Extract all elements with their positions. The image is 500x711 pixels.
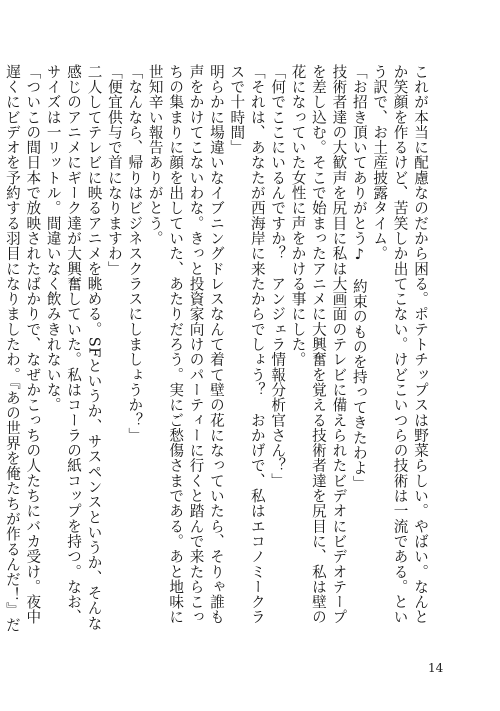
paragraph: これが本当に配慮なのだから困る。ポテトチップスは野菜らしい。やばい。なんとか笑顔を作るけど、苦笑しか出てこない。けどこいつらの技術は一流である。という訳で、お土産披露タイム。 <box>371 64 429 625</box>
paragraph: 「便宜供与で首になりますわ」 <box>105 64 123 277</box>
paragraph: 二人してテレビに映るアニメを眺める。SFというか、サスペンスというか、そんな感じのアニメにギーク達が大興奮していた。私はコーラの紙コップを持つ。なお、サイズは一リットル。間違いなく飲みきれないな。 <box>44 64 103 631</box>
paragraph: 「ついこの間日本で放映されたばかりで、なぜかこっちの人たちにバカ受け。夜中遅くにビデオを予約する羽目になりましたわ。『あの世界を俺たちが作るんだ！』だ <box>3 64 42 633</box>
paragraph: 技術者達の大歓声を尻目に私は大画面のテレビに備えられたビデオにビデオテープを差し込む。そこで始まったアニメに大興奮を覚える技術者達を尻目に、私は壁の花になっていた女性に声をかける事にした。 <box>289 64 348 625</box>
page-number: 14 <box>428 661 444 675</box>
paragraph: 「何でここにいるんですか？ アンジェラ情報分析官さん？」 <box>269 64 287 489</box>
paragraph: 明らかに場違いなイブニングドレスなんて着て壁の花になっていたら、そりゃ誰も声をかけてこないわな。きっと投資家向けのパーティーに行くと踏んで来たらこっちの集まりに顔を出していた、あたりだろう。実にご愁傷さまである。あと地味に世知辛い報告ありがとう。 <box>146 64 225 625</box>
paragraph: 「なんなら、帰りはビジネスクラスにしましょうか？」 <box>126 64 144 443</box>
paragraph: 「それは、あなたが西海岸に来たからでしょう？ おかげで、私はエコノミークラスで十時間」 <box>228 64 266 625</box>
vertical-text-body <box>3 64 430 634</box>
paragraph: 「お招き頂いてありがとう♪ 約束のものを持ってきたわよ」 <box>350 64 368 491</box>
